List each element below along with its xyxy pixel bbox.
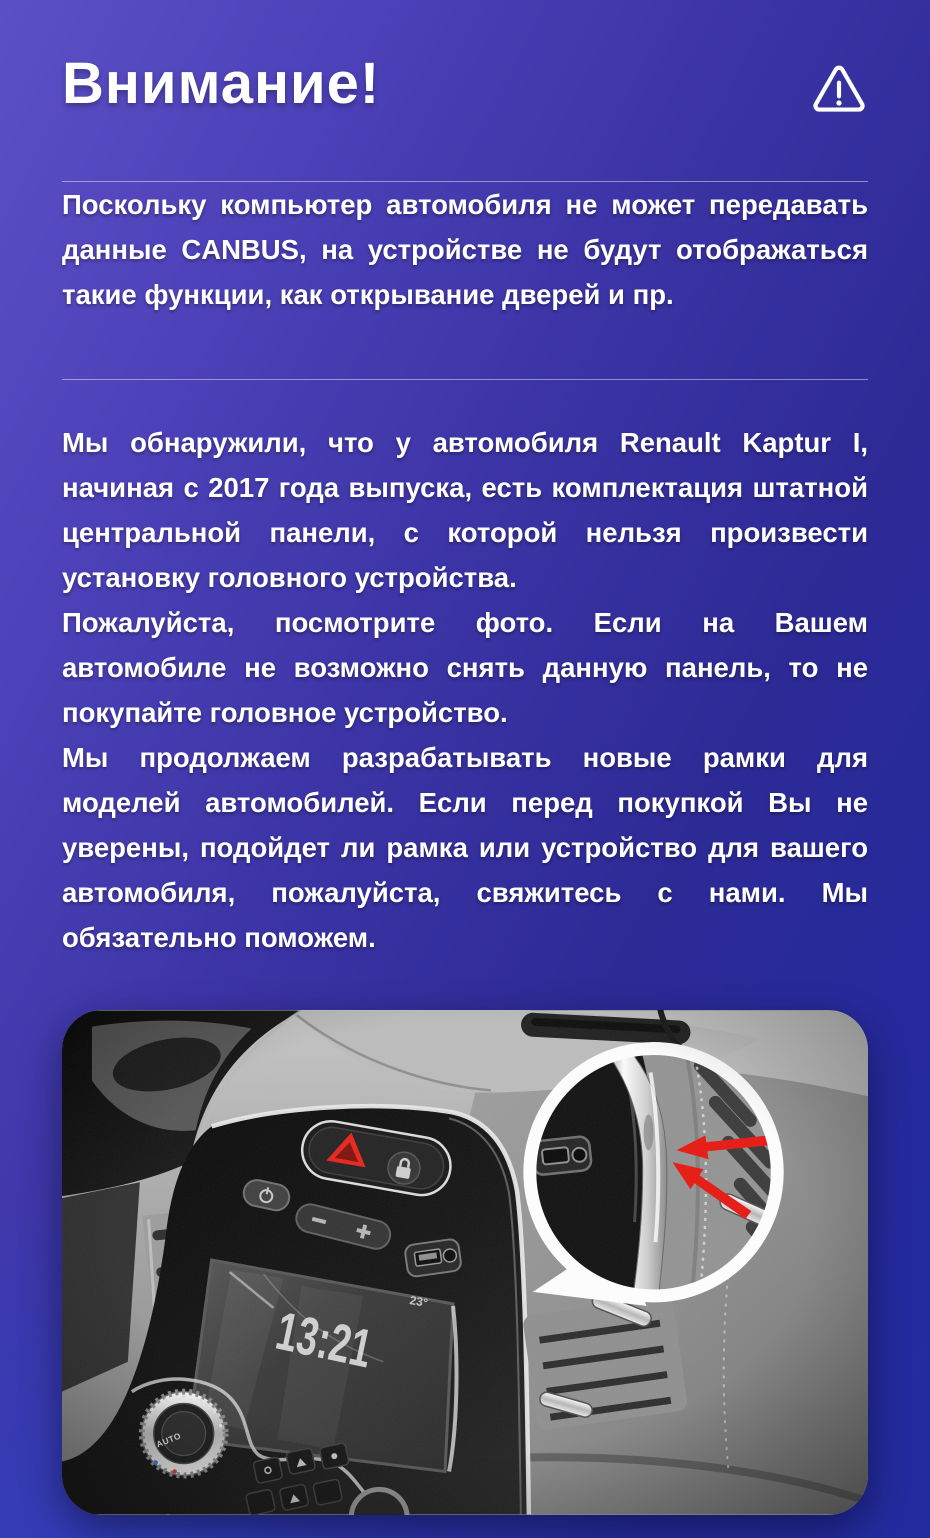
details-text — [62, 420, 868, 960]
intro-paragraph: Поскольку компьютер автомобиля не может передавать данные CANBUS, на устройстве не будут отображаться такие функции, как открывание дверей и пр. — [62, 189, 868, 310]
details-paragraph-2: Пожалуйста, посмотрите фото. Если на Вашем автомобиле не возможно снять данную панель, то не покупайте головное устройство. — [62, 607, 868, 728]
details-paragraph-1: Мы обнаружили, что у автомобиля Renault Kaptur I, начиная с 2017 года выпуска, есть комплектация штатной центральной панели, с которой нельзя произвести установку головного устройства. — [62, 427, 868, 593]
warning-triangle-icon — [810, 60, 868, 118]
dashboard-photo-illustration — [62, 1010, 868, 1515]
divider-middle — [62, 379, 868, 380]
photo-vignette — [62, 1011, 868, 1515]
page-header — [62, 0, 868, 118]
dashboard-photo — [62, 1010, 868, 1515]
details-paragraph-3: Мы продолжаем разрабатывать новые рамки для моделей автомобилей. Если перед покупкой Вы не уверены, подойдет ли рамка или устройство для вашего автомобиля, пожалуйста, свяжитесь с нами. Мы обязательно поможем. — [62, 742, 868, 953]
page-title: Внимание! — [62, 51, 381, 116]
